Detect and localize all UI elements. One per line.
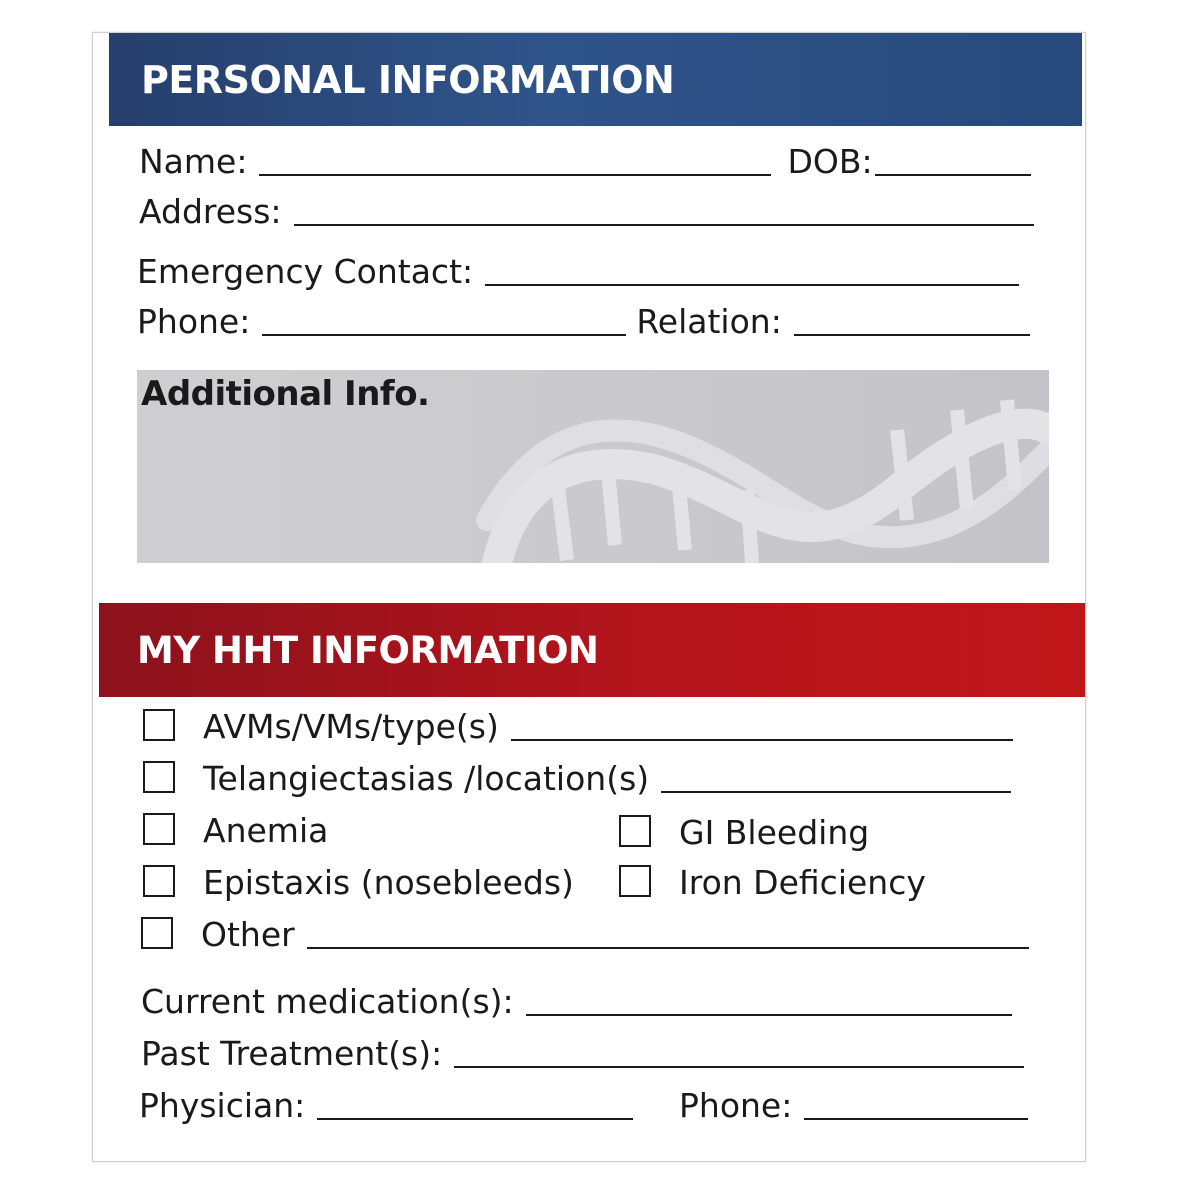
other-label: Other <box>201 915 295 954</box>
phone-relation-row <box>137 302 1030 341</box>
epistaxis-checkbox[interactable] <box>143 865 175 897</box>
medication-row <box>141 982 1012 1021</box>
phone-field[interactable] <box>262 334 626 336</box>
gi-bleeding-checkbox[interactable] <box>619 815 651 847</box>
relation-field[interactable] <box>794 334 1030 336</box>
physician-phone-row <box>679 1086 1028 1125</box>
iron-deficiency-label: Iron Deficiency <box>679 863 926 902</box>
epistaxis-label: Epistaxis (nosebleeds) <box>203 863 574 902</box>
name-field[interactable] <box>259 174 771 176</box>
emergency-contact-row <box>137 252 1019 291</box>
avms-checkbox[interactable] <box>143 709 175 741</box>
name-label: Name: <box>139 142 248 181</box>
other-field[interactable] <box>307 947 1029 949</box>
gi-bleeding-label: GI Bleeding <box>679 813 870 852</box>
physician-phone-field[interactable] <box>804 1118 1028 1120</box>
address-field[interactable] <box>294 224 1034 226</box>
hht-info-card <box>92 32 1086 1162</box>
treatment-row <box>141 1034 1024 1073</box>
phone-label: Phone: <box>137 302 251 341</box>
physician-row <box>139 1086 633 1125</box>
medication-field[interactable] <box>526 1014 1012 1016</box>
dob-field[interactable] <box>875 174 1031 176</box>
physician-phone-label: Phone: <box>679 1086 793 1125</box>
name-row <box>139 142 1031 181</box>
hht-info-header <box>99 603 1085 697</box>
additional-info-box[interactable] <box>137 370 1049 563</box>
anemia-checkbox[interactable] <box>143 813 175 845</box>
emergency-contact-label: Emergency Contact: <box>137 252 474 291</box>
treatment-label: Past Treatment(s): <box>141 1034 443 1073</box>
hht-info-title: MY HHT INFORMATION <box>137 628 599 672</box>
avms-field[interactable] <box>511 739 1013 741</box>
telangiectasias-label: Telangiectasias /location(s) <box>203 759 650 798</box>
personal-info-title: PERSONAL INFORMATION <box>141 57 675 102</box>
gi-bleeding-row <box>619 813 881 852</box>
telangiectasias-row <box>143 759 1011 798</box>
iron-deficiency-row <box>619 863 938 902</box>
address-row <box>139 192 1034 231</box>
relation-label: Relation: <box>636 302 782 341</box>
iron-deficiency-checkbox[interactable] <box>619 865 651 897</box>
epistaxis-row <box>143 863 586 902</box>
avms-row <box>143 707 1013 746</box>
additional-info-label: Additional Info. <box>141 374 430 414</box>
emergency-contact-field[interactable] <box>485 284 1019 286</box>
physician-label: Physician: <box>139 1086 306 1125</box>
personal-info-header <box>109 33 1082 126</box>
medication-label: Current medication(s): <box>141 982 514 1021</box>
other-row <box>141 915 1029 954</box>
telangiectasias-field[interactable] <box>661 791 1011 793</box>
telangiectasias-checkbox[interactable] <box>143 761 175 793</box>
avms-label: AVMs/VMs/type(s) <box>203 707 499 746</box>
other-checkbox[interactable] <box>141 917 173 949</box>
anemia-row <box>143 811 340 850</box>
anemia-label: Anemia <box>203 811 329 850</box>
treatment-field[interactable] <box>454 1066 1024 1068</box>
dob-label: DOB: <box>787 142 873 181</box>
physician-field[interactable] <box>317 1118 633 1120</box>
address-label: Address: <box>139 192 282 231</box>
